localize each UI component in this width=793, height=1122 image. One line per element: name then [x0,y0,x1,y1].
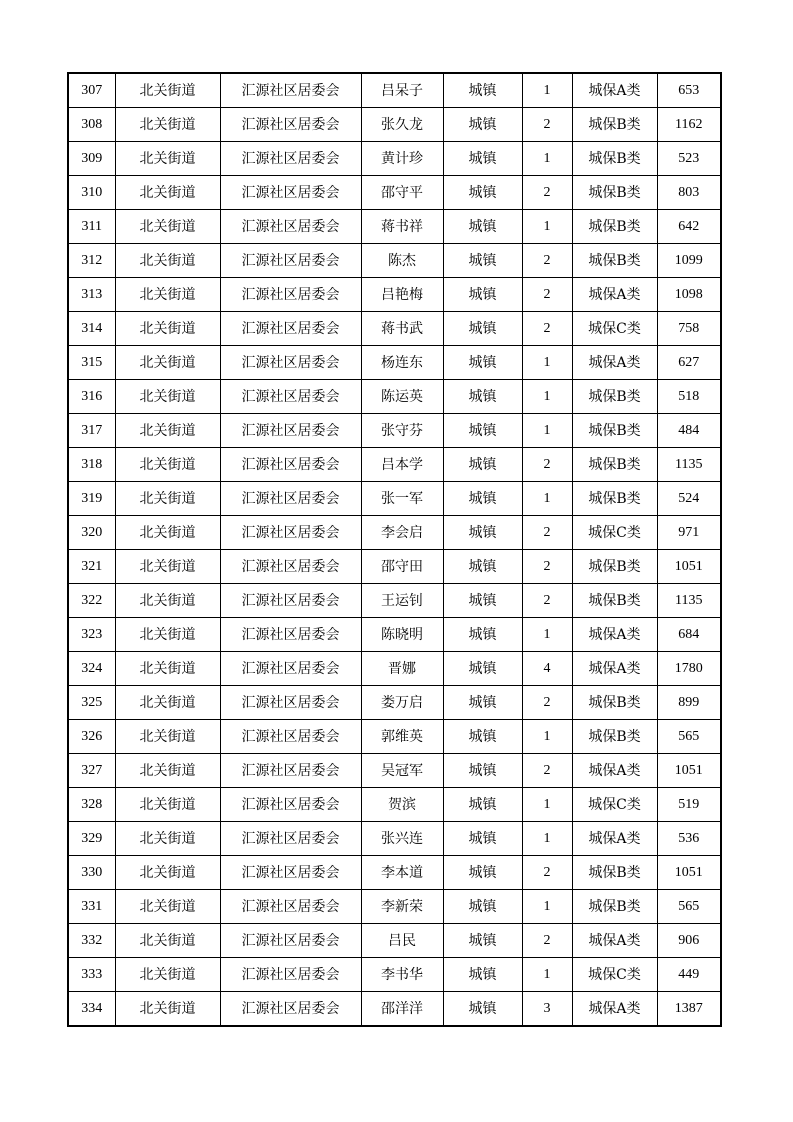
street-cell: 北关街道 [115,550,220,584]
household-count-cell: 1 [522,346,572,380]
street-cell: 北关街道 [115,516,220,550]
street-cell: 北关街道 [115,176,220,210]
category-cell: 城保A类 [572,652,657,686]
table-row [68,550,721,584]
area-type-cell: 城镇 [443,720,522,754]
committee-cell: 汇源社区居委会 [220,380,361,414]
street-cell: 北关街道 [115,210,220,244]
table-row [68,482,721,516]
table-row [68,142,721,176]
table-row [68,992,721,1027]
recipient-table [67,72,722,1027]
row-number-cell: 314 [68,312,115,346]
area-type-cell: 城镇 [443,176,522,210]
household-count-cell: 2 [522,312,572,346]
amount-cell: 684 [657,618,721,652]
table-row [68,584,721,618]
category-cell: 城保B类 [572,550,657,584]
name-cell: 蒋书武 [361,312,443,346]
category-cell: 城保B类 [572,176,657,210]
table-row [68,822,721,856]
name-cell: 陈杰 [361,244,443,278]
area-type-cell: 城镇 [443,686,522,720]
area-type-cell: 城镇 [443,312,522,346]
name-cell: 蒋书祥 [361,210,443,244]
area-type-cell: 城镇 [443,108,522,142]
committee-cell: 汇源社区居委会 [220,244,361,278]
committee-cell: 汇源社区居委会 [220,822,361,856]
name-cell: 张兴连 [361,822,443,856]
street-cell: 北关街道 [115,822,220,856]
name-cell: 王运钊 [361,584,443,618]
amount-cell: 899 [657,686,721,720]
category-cell: 城保B类 [572,108,657,142]
household-count-cell: 1 [522,414,572,448]
committee-cell: 汇源社区居委会 [220,414,361,448]
amount-cell: 1162 [657,108,721,142]
committee-cell: 汇源社区居委会 [220,312,361,346]
table-row [68,346,721,380]
committee-cell: 汇源社区居委会 [220,584,361,618]
row-number-cell: 325 [68,686,115,720]
category-cell: 城保B类 [572,244,657,278]
committee-cell: 汇源社区居委会 [220,856,361,890]
committee-cell: 汇源社区居委会 [220,142,361,176]
household-count-cell: 2 [522,448,572,482]
row-number-cell: 319 [68,482,115,516]
committee-cell: 汇源社区居委会 [220,924,361,958]
category-cell: 城保A类 [572,346,657,380]
amount-cell: 803 [657,176,721,210]
street-cell: 北关街道 [115,448,220,482]
amount-cell: 1780 [657,652,721,686]
household-count-cell: 4 [522,652,572,686]
row-number-cell: 323 [68,618,115,652]
category-cell: 城保C类 [572,788,657,822]
category-cell: 城保B类 [572,720,657,754]
amount-cell: 906 [657,924,721,958]
row-number-cell: 329 [68,822,115,856]
category-cell: 城保A类 [572,822,657,856]
category-cell: 城保B类 [572,584,657,618]
category-cell: 城保A类 [572,992,657,1027]
area-type-cell: 城镇 [443,142,522,176]
name-cell: 邵守田 [361,550,443,584]
area-type-cell: 城镇 [443,856,522,890]
name-cell: 陈晓明 [361,618,443,652]
row-number-cell: 327 [68,754,115,788]
household-count-cell: 1 [522,890,572,924]
committee-cell: 汇源社区居委会 [220,992,361,1027]
area-type-cell: 城镇 [443,448,522,482]
name-cell: 邵守平 [361,176,443,210]
area-type-cell: 城镇 [443,73,522,108]
street-cell: 北关街道 [115,754,220,788]
street-cell: 北关街道 [115,142,220,176]
row-number-cell: 334 [68,992,115,1027]
table-row [68,414,721,448]
name-cell: 李书华 [361,958,443,992]
street-cell: 北关街道 [115,73,220,108]
row-number-cell: 312 [68,244,115,278]
amount-cell: 519 [657,788,721,822]
table-row [68,73,721,108]
street-cell: 北关街道 [115,482,220,516]
category-cell: 城保A类 [572,73,657,108]
name-cell: 吕艳梅 [361,278,443,312]
table-row [68,720,721,754]
table-row [68,618,721,652]
committee-cell: 汇源社区居委会 [220,176,361,210]
committee-cell: 汇源社区居委会 [220,890,361,924]
row-number-cell: 330 [68,856,115,890]
table-row [68,686,721,720]
committee-cell: 汇源社区居委会 [220,73,361,108]
table-row [68,958,721,992]
amount-cell: 1051 [657,550,721,584]
household-count-cell: 1 [522,788,572,822]
street-cell: 北关街道 [115,312,220,346]
household-count-cell: 1 [522,142,572,176]
row-number-cell: 318 [68,448,115,482]
table-row [68,788,721,822]
area-type-cell: 城镇 [443,618,522,652]
amount-cell: 758 [657,312,721,346]
name-cell: 杨连东 [361,346,443,380]
amount-cell: 1099 [657,244,721,278]
table-row [68,108,721,142]
area-type-cell: 城镇 [443,822,522,856]
household-count-cell: 1 [522,482,572,516]
amount-cell: 653 [657,73,721,108]
household-count-cell: 1 [522,618,572,652]
area-type-cell: 城镇 [443,278,522,312]
table-row [68,924,721,958]
category-cell: 城保B类 [572,210,657,244]
amount-cell: 1387 [657,992,721,1027]
amount-cell: 1051 [657,754,721,788]
committee-cell: 汇源社区居委会 [220,210,361,244]
row-number-cell: 322 [68,584,115,618]
street-cell: 北关街道 [115,992,220,1027]
row-number-cell: 315 [68,346,115,380]
amount-cell: 971 [657,516,721,550]
household-count-cell: 2 [522,244,572,278]
category-cell: 城保A类 [572,924,657,958]
committee-cell: 汇源社区居委会 [220,788,361,822]
category-cell: 城保A类 [572,278,657,312]
street-cell: 北关街道 [115,890,220,924]
row-number-cell: 310 [68,176,115,210]
table-row [68,890,721,924]
amount-cell: 565 [657,890,721,924]
amount-cell: 536 [657,822,721,856]
name-cell: 黄计珍 [361,142,443,176]
street-cell: 北关街道 [115,244,220,278]
committee-cell: 汇源社区居委会 [220,346,361,380]
row-number-cell: 320 [68,516,115,550]
row-number-cell: 313 [68,278,115,312]
amount-cell: 1098 [657,278,721,312]
street-cell: 北关街道 [115,346,220,380]
row-number-cell: 308 [68,108,115,142]
household-count-cell: 2 [522,584,572,618]
table-row [68,278,721,312]
table-row [68,856,721,890]
amount-cell: 1135 [657,448,721,482]
category-cell: 城保B类 [572,448,657,482]
category-cell: 城保B类 [572,856,657,890]
street-cell: 北关街道 [115,924,220,958]
area-type-cell: 城镇 [443,788,522,822]
name-cell: 吕民 [361,924,443,958]
row-number-cell: 321 [68,550,115,584]
household-count-cell: 2 [522,754,572,788]
category-cell: 城保B类 [572,414,657,448]
category-cell: 城保C类 [572,958,657,992]
household-count-cell: 2 [522,176,572,210]
street-cell: 北关街道 [115,652,220,686]
row-number-cell: 309 [68,142,115,176]
committee-cell: 汇源社区居委会 [220,550,361,584]
area-type-cell: 城镇 [443,754,522,788]
table-row [68,244,721,278]
category-cell: 城保A类 [572,754,657,788]
household-count-cell: 2 [522,856,572,890]
street-cell: 北关街道 [115,686,220,720]
household-count-cell: 1 [522,958,572,992]
amount-cell: 524 [657,482,721,516]
name-cell: 晋娜 [361,652,443,686]
table-row [68,516,721,550]
area-type-cell: 城镇 [443,958,522,992]
household-count-cell: 2 [522,278,572,312]
name-cell: 吕本学 [361,448,443,482]
household-count-cell: 1 [522,380,572,414]
area-type-cell: 城镇 [443,924,522,958]
committee-cell: 汇源社区居委会 [220,618,361,652]
area-type-cell: 城镇 [443,584,522,618]
area-type-cell: 城镇 [443,210,522,244]
name-cell: 张久龙 [361,108,443,142]
table-row [68,380,721,414]
amount-cell: 523 [657,142,721,176]
street-cell: 北关街道 [115,788,220,822]
street-cell: 北关街道 [115,856,220,890]
street-cell: 北关街道 [115,278,220,312]
committee-cell: 汇源社区居委会 [220,516,361,550]
row-number-cell: 311 [68,210,115,244]
household-count-cell: 1 [522,822,572,856]
amount-cell: 518 [657,380,721,414]
street-cell: 北关街道 [115,380,220,414]
street-cell: 北关街道 [115,584,220,618]
name-cell: 娄万启 [361,686,443,720]
amount-cell: 642 [657,210,721,244]
household-count-cell: 2 [522,108,572,142]
category-cell: 城保C类 [572,312,657,346]
street-cell: 北关街道 [115,108,220,142]
table-row [68,652,721,686]
household-count-cell: 2 [522,516,572,550]
table-row [68,210,721,244]
name-cell: 郭维英 [361,720,443,754]
area-type-cell: 城镇 [443,890,522,924]
row-number-cell: 316 [68,380,115,414]
category-cell: 城保B类 [572,380,657,414]
name-cell: 李本道 [361,856,443,890]
amount-cell: 1135 [657,584,721,618]
row-number-cell: 332 [68,924,115,958]
name-cell: 李新荣 [361,890,443,924]
household-count-cell: 2 [522,686,572,720]
amount-cell: 484 [657,414,721,448]
area-type-cell: 城镇 [443,414,522,448]
committee-cell: 汇源社区居委会 [220,754,361,788]
table-row [68,754,721,788]
name-cell: 邵洋洋 [361,992,443,1027]
category-cell: 城保B类 [572,890,657,924]
row-number-cell: 328 [68,788,115,822]
category-cell: 城保B类 [572,142,657,176]
name-cell: 张一军 [361,482,443,516]
household-count-cell: 2 [522,550,572,584]
committee-cell: 汇源社区居委会 [220,958,361,992]
area-type-cell: 城镇 [443,482,522,516]
name-cell: 李会启 [361,516,443,550]
area-type-cell: 城镇 [443,244,522,278]
table-row [68,312,721,346]
committee-cell: 汇源社区居委会 [220,278,361,312]
row-number-cell: 333 [68,958,115,992]
street-cell: 北关街道 [115,958,220,992]
area-type-cell: 城镇 [443,550,522,584]
amount-cell: 449 [657,958,721,992]
category-cell: 城保B类 [572,686,657,720]
table-row [68,176,721,210]
committee-cell: 汇源社区居委会 [220,686,361,720]
street-cell: 北关街道 [115,720,220,754]
row-number-cell: 317 [68,414,115,448]
household-count-cell: 1 [522,720,572,754]
amount-cell: 1051 [657,856,721,890]
name-cell: 吕呆子 [361,73,443,108]
amount-cell: 627 [657,346,721,380]
category-cell: 城保B类 [572,482,657,516]
category-cell: 城保A类 [572,618,657,652]
street-cell: 北关街道 [115,414,220,448]
area-type-cell: 城镇 [443,380,522,414]
household-count-cell: 3 [522,992,572,1027]
household-count-cell: 1 [522,210,572,244]
committee-cell: 汇源社区居委会 [220,652,361,686]
household-count-cell: 1 [522,73,572,108]
committee-cell: 汇源社区居委会 [220,482,361,516]
area-type-cell: 城镇 [443,516,522,550]
street-cell: 北关街道 [115,618,220,652]
recipient-table-body [68,73,721,1026]
household-count-cell: 2 [522,924,572,958]
area-type-cell: 城镇 [443,652,522,686]
row-number-cell: 326 [68,720,115,754]
name-cell: 吴冠军 [361,754,443,788]
row-number-cell: 307 [68,73,115,108]
area-type-cell: 城镇 [443,346,522,380]
committee-cell: 汇源社区居委会 [220,720,361,754]
name-cell: 张守芬 [361,414,443,448]
amount-cell: 565 [657,720,721,754]
row-number-cell: 324 [68,652,115,686]
row-number-cell: 331 [68,890,115,924]
area-type-cell: 城镇 [443,992,522,1027]
name-cell: 贺滨 [361,788,443,822]
category-cell: 城保C类 [572,516,657,550]
table-row [68,448,721,482]
committee-cell: 汇源社区居委会 [220,108,361,142]
name-cell: 陈运英 [361,380,443,414]
committee-cell: 汇源社区居委会 [220,448,361,482]
